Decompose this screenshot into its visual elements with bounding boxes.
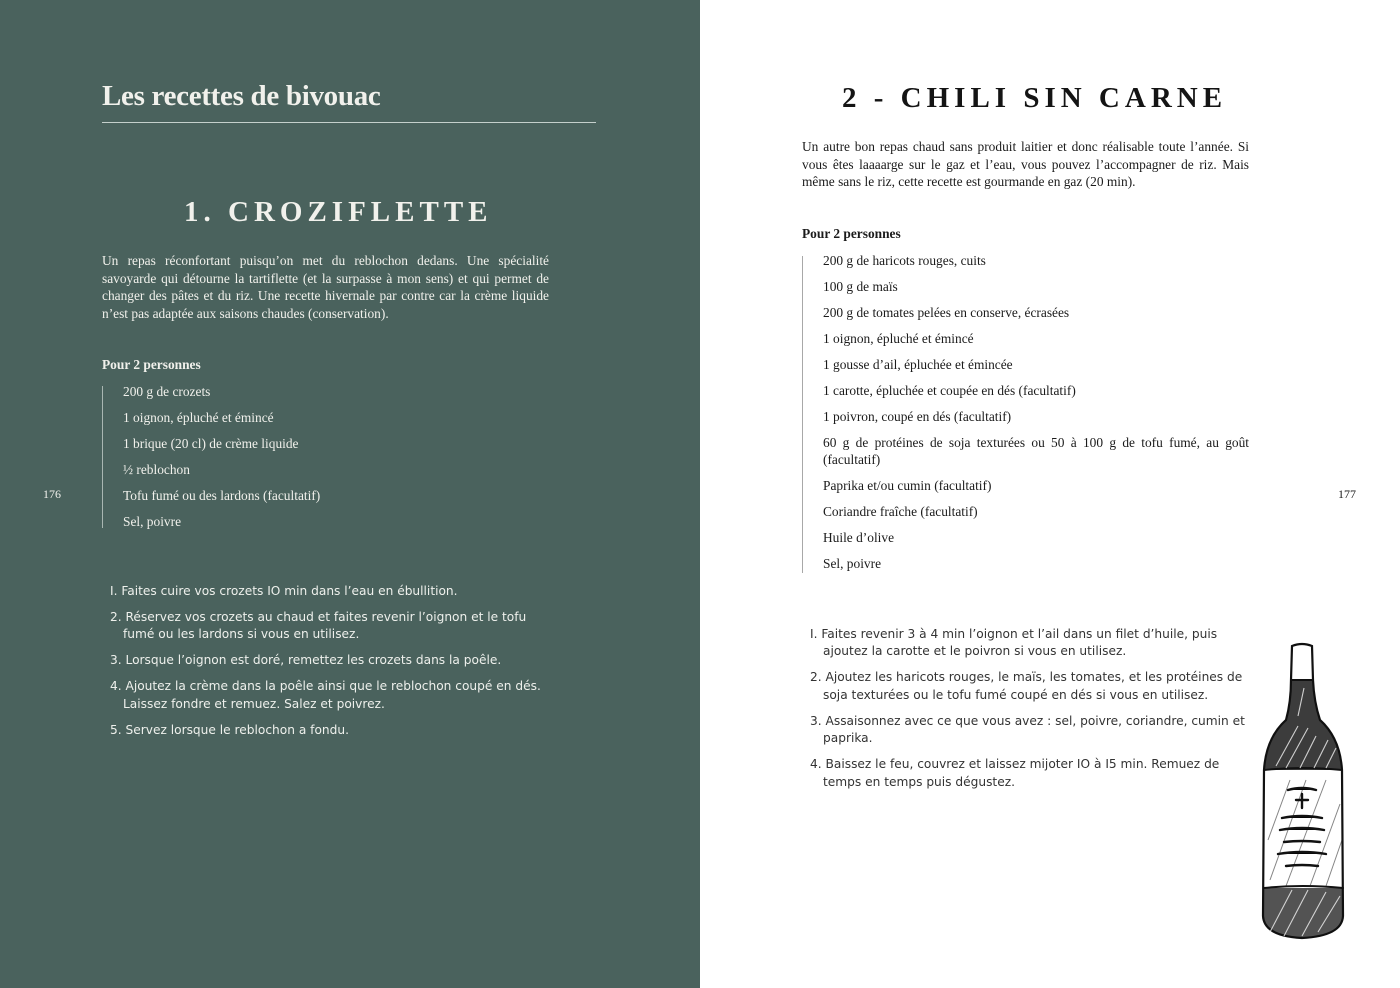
step-item: I. Faites cuire vos crozets IO min dans l’eau en ébullition. (110, 584, 458, 598)
ingredient-item: ½ reblochon (123, 461, 190, 477)
ingredient-item: 1 oignon, épluché et émincé (823, 330, 974, 346)
ingredient-item: 1 brique (20 cl) de crème liquide (123, 435, 299, 451)
step-item: 2. Réservez vos crozets au chaud et faites revenir l’oignon et le tofu fumé ou les lardons si vous en utilisez. (110, 610, 527, 642)
chapter-title-divider (102, 122, 596, 123)
ingredient-item: Paprika et/ou cumin (facultatif) (823, 478, 992, 494)
page-number: 177 (1338, 487, 1356, 501)
step-item: 2. Ajoutez les haricots rouges, le maïs, les tomates, et les protéines de soja texturées ou le tofu fumé coupé en dés si vous en utilisez. (810, 670, 1243, 702)
step-item: I. Faites revenir 3 à 4 min l’oignon et l’ail dans un filet d’huile, puis ajoutez la carotte et le poivron si vous en utilisez. (810, 627, 1218, 659)
ingredients-list (123, 383, 553, 539)
step-item: 3. Lorsque l’oignon est doré, remettez les crozets dans la poêle. (110, 653, 502, 668)
ingredient-item: Sel, poivre (823, 556, 882, 572)
ingredient-item: Tofu fumé ou des lardons (facultatif) (123, 487, 321, 503)
ingredient-item: 100 g de maïs (823, 278, 898, 294)
recipe-intro: Un autre bon repas chaud sans produit laitier et donc réalisable toute l’année. Si vous êtes laaaarge sur le gaz et l’eau, vous pouvez l’accompagner de riz. Mais même sans le riz, cette recette est gourmande en gaz (20 min). (802, 139, 1249, 190)
recipe-title: 1. CROZIFLETTE (184, 196, 493, 228)
ingredient-item: 200 g de tomates pelées en conserve, écrasées (823, 304, 1070, 320)
ingredients-rule (102, 386, 103, 528)
page-number: 176 (43, 487, 61, 501)
ingredient-item: 1 carotte, épluchée et coupée en dés (facultatif) (823, 382, 1076, 398)
ingredient-item: 1 oignon, épluché et émincé (123, 409, 274, 425)
right-page (700, 0, 1400, 988)
ingredients-list (823, 252, 1249, 581)
servings-label: Pour 2 personnes (802, 226, 901, 241)
recipe-intro: Un repas réconfortant puisqu’on met du reblochon dedans. Une spécialité savoyarde qui détourne la tartiflette (et la surpasse à mon sens) et qui permet de changer des pâtes et du riz. Une recette hivernale par contre car la crème liquide n’est pas adaptée aux saisons chaudes (conservation). (102, 253, 549, 321)
step-item: 4. Baissez le feu, couvrez et laissez mijoter IO à I5 min. Remuez de temps en temps puis dégustez. (810, 757, 1220, 789)
wine-bottle-illustration (1256, 640, 1348, 942)
ingredient-item: 1 poivron, coupé en dés (facultatif) (823, 408, 1012, 424)
step-item: 4. Ajoutez la crème dans la poêle ainsi que le reblochon coupé en dés. Laissez fondre et remuez. Salez et poivrez. (110, 679, 541, 711)
step-item: 5. Servez lorsque le reblochon a fondu. (110, 722, 349, 737)
ingredient-item: 1 gousse d’ail, épluchée et émincée (823, 356, 1013, 372)
ingredient-item: Huile d’olive (823, 530, 895, 546)
recipe-title: 2 - CHILI SIN CARNE (842, 82, 1228, 114)
servings-label: Pour 2 personnes (102, 357, 201, 372)
chapter-title: Les recettes de bivouac (102, 80, 381, 112)
steps-list (110, 583, 560, 748)
step-item: 3. Assaisonnez avec ce que vous avez : sel, poivre, coriandre, cumin et paprika. (810, 713, 1245, 746)
ingredient-item: 200 g de haricots rouges, cuits (823, 253, 986, 268)
ingredient-item: 60 g de protéines de soja texturées ou 50 à 100 g de tofu fumé, au goût (facultatif) (823, 434, 1249, 468)
ingredient-item: Coriandre fraîche (facultatif) (823, 504, 978, 520)
ingredients-rule (802, 256, 803, 573)
steps-list (810, 626, 1260, 800)
ingredient-item: Sel, poivre (123, 513, 182, 529)
ingredient-item: 200 g de crozets (123, 384, 211, 399)
